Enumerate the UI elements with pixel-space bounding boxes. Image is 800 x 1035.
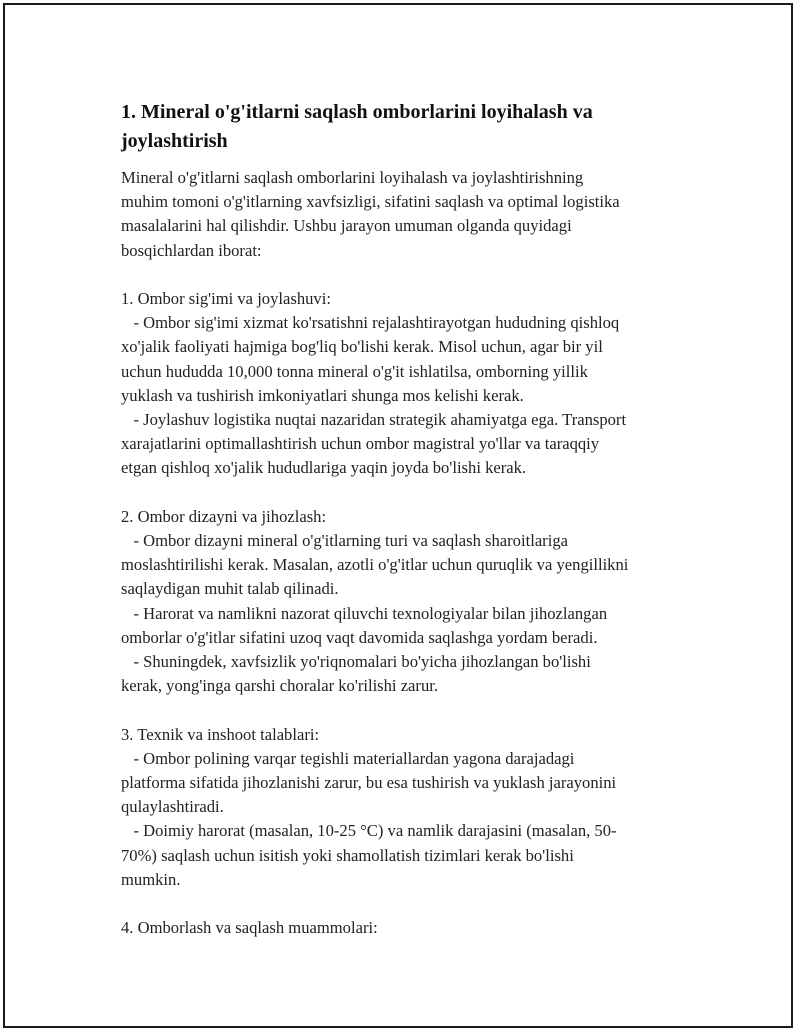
intro-line: bosqichlardan iborat: <box>121 240 262 260</box>
section-line: omborlar o'g'itlar sifatini uzoq vaqt davomida saqlashga yordam beradi. <box>121 627 598 647</box>
section-line: mumkin. <box>121 869 181 889</box>
section-line: xarajatlarini optimallashtirish uchun ombor magistral yo'llar va taraqqiy <box>121 434 600 454</box>
page-frame <box>3 3 793 1028</box>
section-line: - Ombor sig'imi xizmat ko'rsatishni rejalashtirayotgan hududning qishloq <box>121 313 620 333</box>
paragraph-spacer <box>121 263 691 287</box>
section-line: moslashtirilishi kerak. Masalan, azotli o'g'itlar uchun quruqlik va yengillikni <box>121 555 629 575</box>
paragraph-spacer <box>121 892 691 916</box>
section-line: platforma sifatida jihozlanishi zarur, bu esa tushirish va yuklash jarayonini <box>121 773 617 793</box>
title-line: joylashtirish <box>121 130 228 152</box>
section-line: - Ombor polining varqar tegishli materiallardan yagona darajadagi <box>121 748 575 768</box>
title-line: 1. Mineral o'g'itlarni saqlash omborlarini loyihalash va <box>121 101 593 123</box>
paragraph-spacer <box>121 698 691 722</box>
section-line: 70%) saqlash uchun isitish yoki shamollatish tizimlari kerak bo'lishi <box>121 845 574 865</box>
section-line: - Shuningdek, xavfsizlik yo'riqnomalari bo'yicha jihozlangan bo'lishi <box>121 652 591 672</box>
section-design-equipment <box>121 505 691 699</box>
document-content <box>121 98 691 940</box>
intro-line: masalalarini hal qilishdir. Ushbu jarayon umuman olganda quyidagi <box>121 216 572 236</box>
section-technical-requirements <box>121 723 691 892</box>
section-line: - Joylashuv logistika nuqtai nazaridan strategik ahamiyatga ega. Transport <box>121 410 627 430</box>
section-line: - Harorat va namlikni nazorat qiluvchi texnologiyalar bilan jihozlangan <box>121 603 608 623</box>
section-line: uchun hududda 10,000 tonna mineral o'g'it ishlatilsa, omborning yillik <box>121 361 588 381</box>
section-line: - Doimiy harorat (masalan, 10-25 °C) va namlik darajasini (masalan, 50- <box>121 821 617 841</box>
section-heading: 2. Ombor dizayni va jihozlash: <box>121 506 327 526</box>
paragraph-spacer <box>121 481 691 505</box>
section-line: qulaylashtiradi. <box>121 797 224 817</box>
intro-line: muhim tomoni o'g'itlarning xavfsizligi, sifatini saqlash va optimal logistika <box>121 192 620 212</box>
section-heading: 3. Texnik va inshoot talablari: <box>121 724 320 744</box>
section-line: yuklash va tushirish imkoniyatlari shunga mos kelishi kerak. <box>121 385 524 405</box>
section-line: kerak, yong'inga qarshi choralar ko'rilishi zarur. <box>121 676 439 696</box>
section-storage-problems <box>121 916 691 940</box>
section-line: xo'jalik faoliyati hajmiga bog'liq bo'lishi kerak. Misol uchun, agar bir yil <box>121 337 603 357</box>
section-heading: 1. Ombor sig'imi va joylashuvi: <box>121 289 331 308</box>
intro-paragraph <box>121 166 691 263</box>
document-title <box>121 98 691 156</box>
section-capacity-location <box>121 287 691 481</box>
intro-line: Mineral o'g'itlarni saqlash omborlarini loyihalash va joylashtirishning <box>121 168 584 187</box>
document-body <box>121 166 691 940</box>
section-heading: 4. Omborlash va saqlash muammolari: <box>121 918 378 938</box>
section-line: - Ombor dizayni mineral o'g'itlarning turi va saqlash sharoitlariga <box>121 531 568 551</box>
section-line: saqlaydigan muhit talab qilinadi. <box>121 579 339 599</box>
section-line: etgan qishloq xo'jalik hududlariga yaqin joyda bo'lishi kerak. <box>121 458 527 478</box>
